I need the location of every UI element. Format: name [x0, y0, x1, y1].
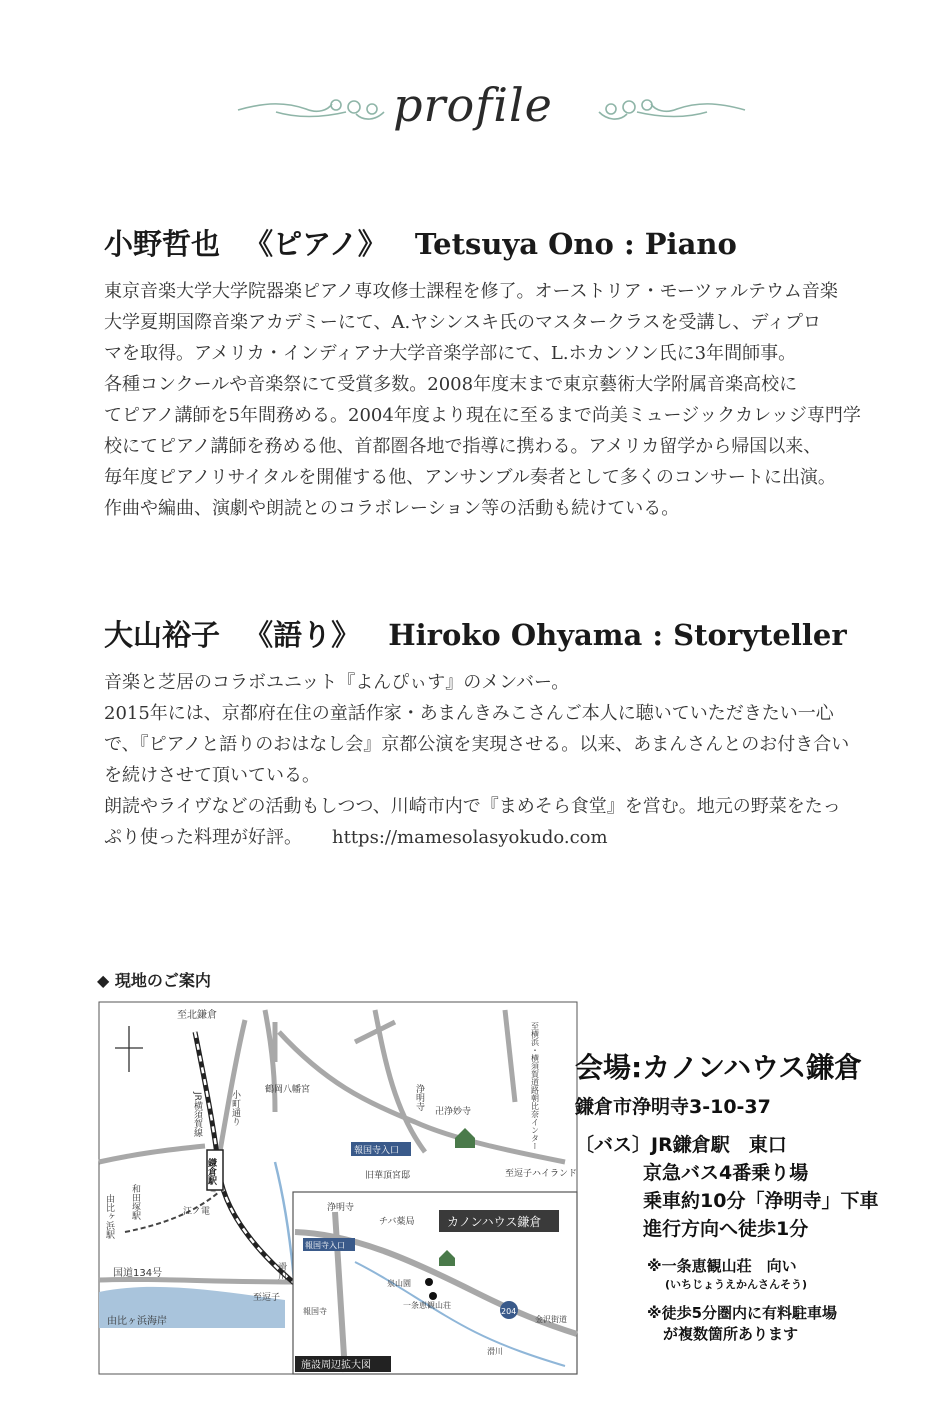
senzan-label: 泉山園 [387, 1279, 411, 1288]
route134-label: 国道134号 [113, 1268, 163, 1279]
enoden-label: 江ノ電 [183, 1207, 211, 1217]
bio-line: 大学夏期国際音楽アカデミーにて、A.ヤシンスキ氏のマスタークラスを受講し、ディプロ [104, 312, 822, 333]
profile-bio-ohyama [104, 667, 849, 853]
hachimangu-label: 鶴岡八幡宮 [265, 1085, 311, 1095]
ichijo-marker [429, 1292, 437, 1300]
venue-address: 鎌倉市浄明寺3-10-37 [575, 1096, 771, 1118]
map-heading: ◆ 現地のご案内 [97, 971, 211, 990]
bio-line: てピアノ講師を5年間務める。2004年度より現在に至るまで尚美ミュージックカレッジ専門学 [104, 405, 861, 426]
jr-line-label: JR横須賀線 [192, 1092, 202, 1137]
kitakamakura-label: 至北鎌倉 [177, 1010, 217, 1021]
route204-label: 204 [501, 1307, 517, 1316]
kamakura-station-label: 鎌倉駅 [206, 1158, 216, 1185]
bio-line: 作曲や編曲、演劇や朗読とのコラボレーション等の活動も続けている。 [104, 498, 680, 519]
note-ichijo: ※一条恵観山荘 向い [647, 1257, 797, 1275]
page-title-block [0, 78, 946, 132]
chiba-pharmacy-label: チバ薬局 [379, 1217, 415, 1227]
senzan-marker [425, 1278, 433, 1286]
to-zushi-label: 至逗子 [253, 1293, 281, 1303]
yuigahama-station-label: 由比ヶ浜駅 [104, 1194, 114, 1239]
profile-name-en: Tetsuya Ono : Piano [414, 227, 737, 261]
profile-role-ja: 《ピアノ》 [244, 227, 387, 261]
to-zushi-highland-label: 至逗子ハイランド [505, 1169, 578, 1179]
kyukacho-label: 旧華頂宮邸 [365, 1171, 411, 1181]
bio-line: 校にてピアノ講師を務める他、首都圏各地で指導に携わる。アメリカ留学から帰国以来、 [104, 436, 822, 457]
website-link[interactable]: https://mamesolasyokudo.com [332, 827, 608, 848]
left-ornament-icon [236, 92, 388, 126]
venue-callout-label: カノンハウス鎌倉 [447, 1215, 542, 1229]
profile-bio-ono [104, 276, 861, 524]
inset-caption: 施設周辺拡大図 [301, 1360, 371, 1371]
note-parking-2: が複数箇所あります [663, 1325, 799, 1343]
bio-line: 朗読やライヴなどの活動もしつつ、川崎市内で『まめそら食堂』を営む。地元の野菜をたっ [104, 796, 841, 817]
inset-hokokuji-entrance-label: 報国寺入口 [305, 1241, 345, 1250]
bio-line: 東京音楽大学大学院器楽ピアノ専攻修士課程を修了。オーストリア・モーツァルテウム音楽 [104, 281, 838, 302]
profile-heading-ohyama [104, 613, 847, 654]
profile-name-en: Hiroko Ohyama : Storyteller [388, 618, 847, 652]
note-parking-1: ※徒歩5分圏内に有料駐車場 [647, 1304, 838, 1322]
bio-text: ぷり使った料理が好評。 [104, 827, 302, 848]
bus-line-4: 進行方向へ徒歩1分 [643, 1218, 809, 1240]
inset-jomyoji-label: 浄明寺 [327, 1203, 355, 1213]
bio-line: 各種コンクールや音楽祭にて受賞多数。2008年度末まで東京藝術大学附属音楽高校に [104, 374, 798, 395]
right-ornament-icon [595, 92, 747, 126]
inset-namerigawa-label: 滑川 [487, 1347, 503, 1356]
profile-name-ja: 大山裕子 [104, 618, 221, 652]
bus-line-1: 〔バス〕JR鎌倉駅 東口 [575, 1134, 787, 1156]
jomyoji-temple-label: 卍浄妙寺 [435, 1107, 472, 1117]
bio-line: 2015年には、京都府在住の童話作家・あまんきみこさんご本人に聴いていただきたい一心 [104, 703, 834, 724]
bio-line: で、『ピアノと語りのおはなし会』京都公演を実現させる。以来、あまんさんとのお付き合い [104, 734, 850, 755]
profile-role-ja: 《語り》 [244, 618, 361, 652]
page-title: profile [393, 78, 553, 132]
hokokuji-label: 報国寺 [303, 1307, 327, 1316]
profile-heading-ono [104, 222, 737, 263]
bio-line: 音楽と芝居のコラボユニット『よんぴぃす』のメンバー。 [104, 672, 570, 693]
ichijo-label: 一条恵観山荘 [403, 1301, 451, 1310]
venue-info [575, 1046, 935, 1344]
venue-name: 会場:カノンハウス鎌倉 [575, 1051, 863, 1084]
note-ichijo-reading: (いちじょうえかんさんそう) [665, 1278, 808, 1291]
bio-line: を続けさせて頂いている。 [104, 765, 320, 786]
bio-line [104, 822, 849, 853]
jomyoji-label: 浄明寺 [414, 1084, 424, 1111]
bus-line-2: 京急バス4番乗り場 [643, 1162, 809, 1184]
to-yokohama-label: 至横浜・横須賀道路朝比奈インター [530, 1022, 540, 1150]
wadazuka-station-label: 和田塚駅 [130, 1184, 140, 1220]
beach-label: 由比ヶ浜海岸 [107, 1316, 167, 1327]
bio-line: マを取得。アメリカ・インディアナ大学音楽学部にて、L.ホカンソン氏に3年間師事。 [104, 343, 797, 364]
bus-line-3: 乗車約10分「浄明寺」下車 [643, 1190, 879, 1212]
namerigawa-label: 滑川 [276, 1262, 286, 1280]
profile-name-ja: 小野哲也 [104, 227, 221, 261]
hokokuji-entrance-label: 報国寺入口 [354, 1146, 400, 1156]
kanazawa-label: 金沢街道 [535, 1315, 567, 1324]
bio-line: 毎年度ピアノリサイタルを開催する他、アンサンブル奏者として多くのコンサートに出演。 [104, 467, 836, 488]
access-map [95, 962, 585, 1382]
komachi-label: 小町通り [230, 1090, 240, 1126]
